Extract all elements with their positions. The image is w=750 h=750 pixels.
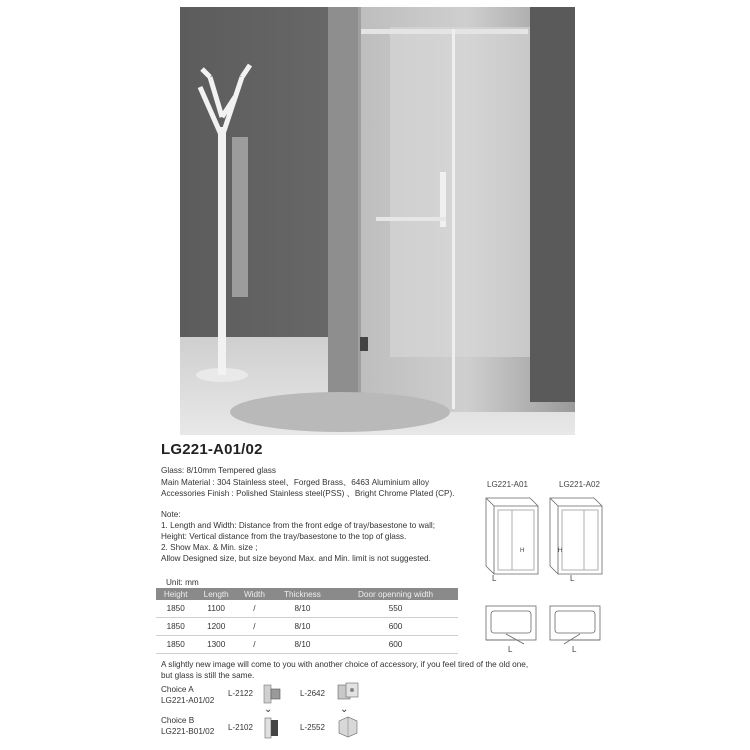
hinge-b2-icon <box>336 715 360 739</box>
arrow-down-icon: ⌄ <box>340 704 349 715</box>
table-cell: 600 <box>333 636 458 654</box>
hinge-a2-icon <box>336 681 360 703</box>
table-cell: / <box>237 636 272 654</box>
table-row <box>156 618 458 636</box>
table-cell: 600 <box>333 618 458 636</box>
table-row <box>156 636 458 654</box>
note-line-1: 1. Length and Width: Distance from the front edge of tray/basestone to wall; <box>161 521 435 530</box>
plan-diagrams <box>484 604 604 650</box>
header-door-width: Door openning width <box>333 588 458 600</box>
header-height: Height <box>156 588 195 600</box>
elevation-diagrams <box>478 494 603 584</box>
table-cell: 1300 <box>195 636 237 654</box>
note-line-2: Height: Vertical distance from the tray/basestone to the top of glass. <box>161 532 407 541</box>
table-cell: 1850 <box>156 636 195 654</box>
header-length: Length <box>195 588 237 600</box>
table-row <box>156 600 458 618</box>
plan-dim-l-a01: L <box>508 645 513 654</box>
unit-label: Unit: mm <box>166 578 199 587</box>
accessory-text-2: but glass is still the same. <box>161 671 255 680</box>
table-cell: / <box>237 600 272 618</box>
choice-a-label: Choice A <box>161 685 194 694</box>
spec-material: Main Material : 304 Stainless steel、Forged Brass、6463 Aluminium alloy <box>161 478 430 487</box>
hinge-b1-icon <box>262 716 282 740</box>
plan-dim-l-a02: L <box>572 645 577 654</box>
dim-h-a01: H <box>520 548 525 554</box>
dim-h-a02: H <box>558 548 563 554</box>
note-line-4: Allow Designed size, but size beyond Max. and Min. limit is not suggested. <box>161 554 431 563</box>
note-heading: Note: <box>161 510 181 519</box>
code-b2: L-2552 <box>300 723 325 732</box>
product-title: LG221-A01/02 <box>161 441 263 458</box>
spec-finish: Accessories Finish : Polished Stainless steel(PSS) 、Bright Chrome Plated (CP). <box>161 489 455 498</box>
header-thickness: Thickness <box>272 588 333 600</box>
code-a1: L-2122 <box>228 689 253 698</box>
dim-l-a02: L <box>570 574 575 583</box>
table-cell: 1100 <box>195 600 237 618</box>
table-cell: 8/10 <box>272 600 333 618</box>
choice-a-model: LG221-A01/02 <box>161 696 215 705</box>
product-photo <box>180 7 575 435</box>
hinge-a1-icon <box>262 683 282 705</box>
diagram-label-a01: LG221-A01 <box>487 480 528 489</box>
accessory-text-1: A slightly new image will come to you with another choice of accessory, if you feel tired of the old one, <box>161 660 529 669</box>
table-cell: 8/10 <box>272 618 333 636</box>
shower-scene-illustration <box>180 7 575 435</box>
dim-l-a01: L <box>492 574 497 583</box>
table-cell: 1850 <box>156 600 195 618</box>
table-cell: 1850 <box>156 618 195 636</box>
arrow-down-icon: ⌄ <box>264 704 273 715</box>
note-line-3: 2. Show Max. & Min. size ; <box>161 543 258 552</box>
choice-b-label: Choice B <box>161 716 195 725</box>
table-header-row <box>156 588 458 600</box>
table-cell: 8/10 <box>272 636 333 654</box>
code-b1: L-2102 <box>228 723 253 732</box>
table-cell: 1200 <box>195 618 237 636</box>
diagram-label-a02: LG221-A02 <box>559 480 600 489</box>
table-cell: 550 <box>333 600 458 618</box>
spec-glass: Glass: 8/10mm Tempered glass <box>161 466 276 475</box>
header-width: Width <box>237 588 272 600</box>
choice-b-model: LG221-B01/02 <box>161 727 215 736</box>
size-table <box>156 588 458 654</box>
table-cell: / <box>237 618 272 636</box>
code-a2: L-2642 <box>300 689 325 698</box>
